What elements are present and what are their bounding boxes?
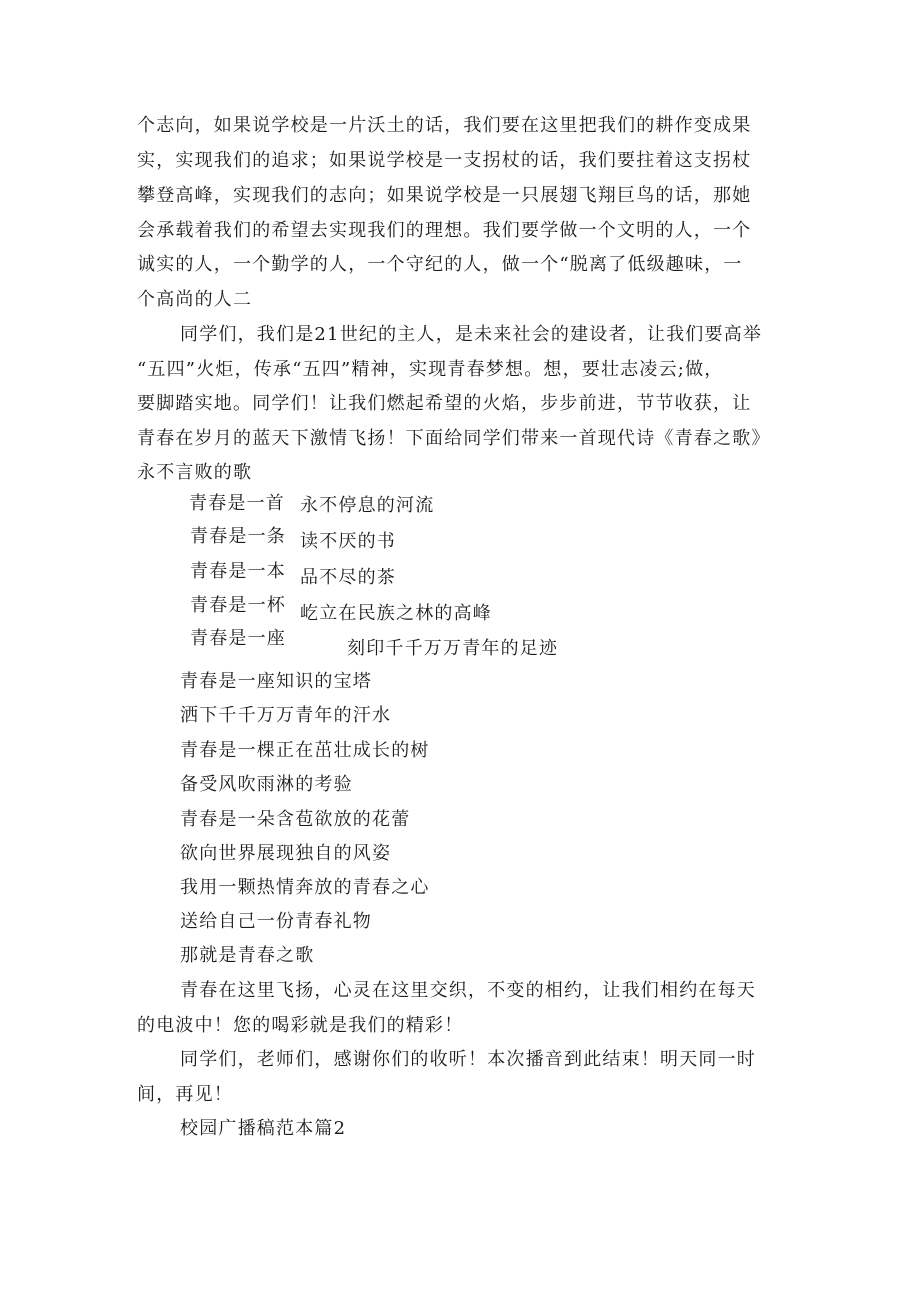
paragraph-2-line: “五四”火炬，传承“五四”精神，实现青春梦想。想，要壮志凌云;做， (137, 359, 724, 380)
poem-left-line: 青春是一本 (190, 561, 286, 582)
poem-right-line: 永不停息的河流 (300, 495, 435, 516)
poem-left-line: 青春是一座 (190, 628, 286, 649)
poem-line: 洒下千千万万青年的汗水 (180, 705, 392, 726)
poem-line: 送给自己一份青春礼物 (180, 911, 372, 932)
poem-line: 青春是一朵含苞欲放的花蕾 (180, 809, 411, 830)
paragraph-1-line: 个志向，如果说学校是一片沃土的话，我们要在这里把我们的耕作变成果 (137, 115, 752, 136)
poem-right-line: 刻印千千万万青年的足迹 (347, 638, 559, 659)
paragraph-4-line: 同学们，老师们，感谢你们的收听！本次播音到此结束！明天同一时 (180, 1049, 756, 1070)
poem-left-line: 青春是一条 (190, 526, 286, 547)
paragraph-1-line: 个高尚的人二 (137, 289, 253, 310)
poem-right-line: 读不厌的书 (300, 531, 396, 552)
section-title: 校园广播稿范本篇2 (180, 1118, 347, 1139)
poem-line: 欲向世界展现独自的风姿 (180, 843, 392, 864)
paragraph-2-line: 要脚踏实地。同学们！让我们燃起希望的火焰，步步前进，节节收获，让 (137, 393, 752, 414)
paragraph-3-line: 青春在这里飞扬，心灵在这里交织，不变的相约，让我们相约在每天 (180, 980, 756, 1001)
poem-line: 备受风吹雨淋的考验 (180, 774, 353, 795)
poem-left-line: 青春是一首 (189, 493, 285, 514)
paragraph-2-line: 永不言败的歌 (137, 462, 253, 483)
paragraph-2-line: 青春在岁月的蓝天下激情飞扬！下面给同学们带来一首现代诗《青春之歌》 (137, 428, 771, 449)
paragraph-1-line: 实，实现我们的追求；如果说学校是一支拐杖的话，我们要拄着这支拐杖 (137, 150, 752, 171)
poem-left-line: 青春是一杯 (190, 595, 286, 616)
poem-line: 我用一颗热情奔放的青春之心 (180, 877, 430, 898)
paragraph-1-line: 会承载着我们的希望去实现我们的理想。我们要学做一个文明的人，一个 (137, 220, 752, 241)
paragraph-2-line: 同学们，我们是21世纪的主人，是未来社会的建设者，让我们要高举 (180, 324, 763, 345)
poem-line: 青春是一棵正在茁壮成长的树 (180, 740, 430, 761)
paragraph-1-line: 攀登高峰，实现我们的志向；如果说学校是一只展翅飞翔巨鸟的话，那她 (137, 185, 752, 206)
paragraph-4-line: 间，再见！ (137, 1084, 233, 1105)
poem-line: 青春是一座知识的宝塔 (180, 671, 372, 692)
poem-line: 那就是青春之歌 (180, 945, 315, 966)
paragraph-1-line: 诚实的人，一个勤学的人，一个守纪的人，做一个“脱离了低级趣味，一 (137, 254, 743, 275)
poem-right-line: 品不尽的茶 (300, 567, 396, 588)
poem-right-line: 屹立在民族之林的高峰 (300, 603, 492, 624)
paragraph-3-line: 的电波中！您的喝彩就是我们的精彩！ (137, 1015, 464, 1036)
